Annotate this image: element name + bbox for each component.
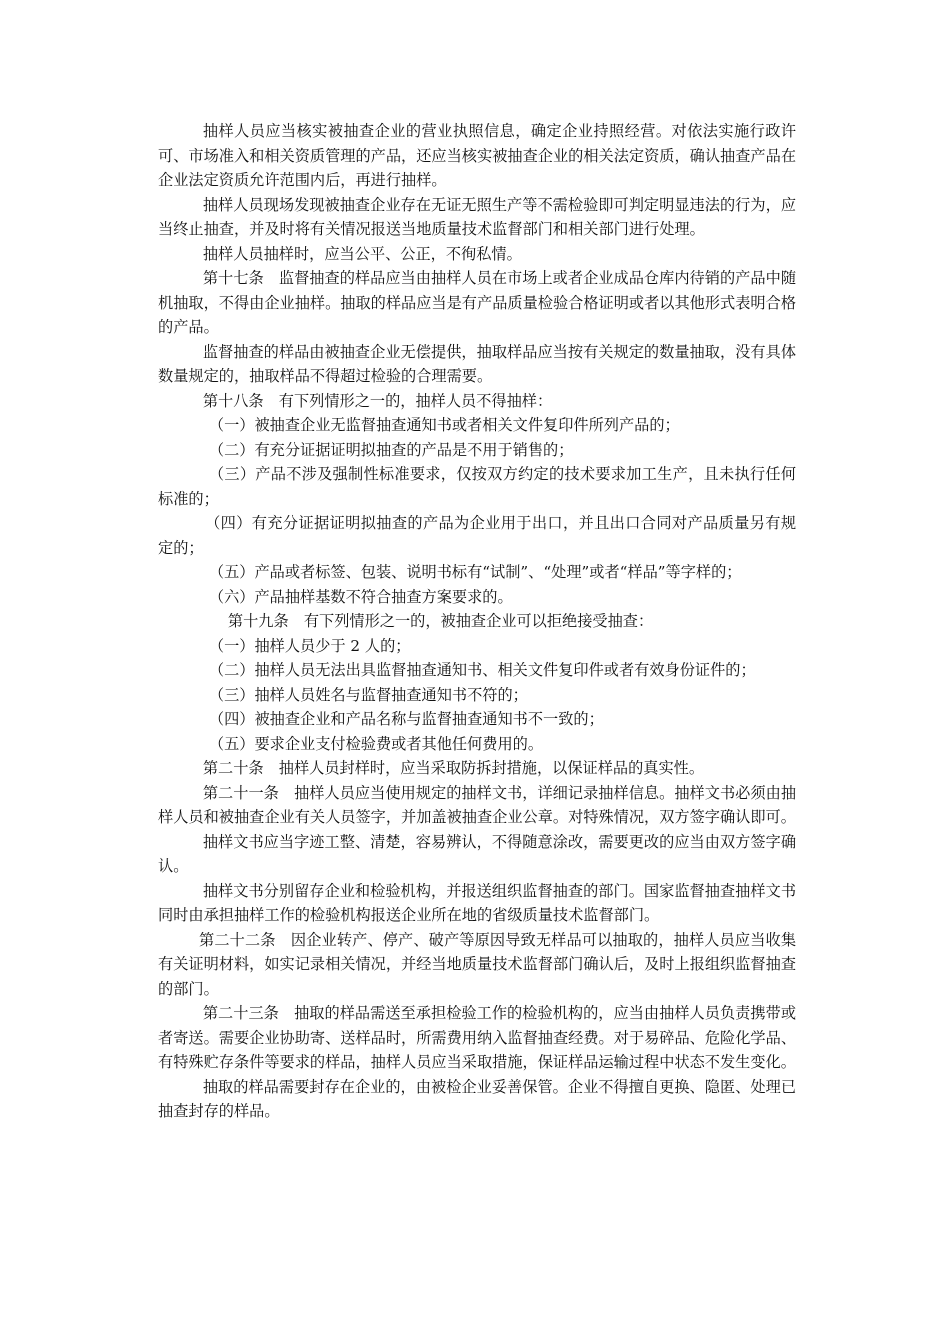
article-19-item-1: （一）抽样人员少于 2 人的； [208,636,411,655]
article-19-item-3: （三）抽样人员姓名与监督抽查通知书不符的； [208,685,528,704]
paragraph-verify-license: 抽样人员应当核实被抽查企业的营业执照信息，确定企业持照经营。对依法实施行政许可、市场准入和相关资质管理的产品，还应当核实被抽查企业的相关法定资质，确认抽查产品在企业法定资质允许范围内后，再进行抽样。 [158,122,796,189]
article-19-item-2: （二）抽样人员无法出具监督抽查通知书、相关文件复印件或者有效身份证件的； [208,661,756,679]
paragraph-sample-free: 监督抽查的样品由被抽查企业无偿提供，抽取样品应当按有关规定的数量抽取，没有具体数量规定的，抽取样品不得超过检验的合理需要。 [158,342,796,385]
paragraph-document-neat: 抽样文书应当字迹工整、清楚，容易辨认，不得随意涂改，需要更改的应当由双方签字确认。 [158,832,796,875]
article-17: 第十七条 监督抽查的样品应当由抽样人员在市场上或者企业成品仓库内待销的产品中随机抽取，不得由企业抽样。抽取的样品应当是有产品质量检验合格证明或者以其他形式表明合格的产品。 [158,269,796,336]
article-18-item-6: （六）产品抽样基数不符合抽查方案要求的。 [208,587,513,606]
article-19-item-4: （四）被抽查企业和产品名称与监督抽查通知书不一致的； [208,710,604,728]
article-18-item-5: （五）产品或者标签、包装、说明书标有“试制”、“处理”或者“样品”等字样的； [208,563,742,581]
article-18-item-1: （一）被抽查企业无监督抽查通知书或者相关文件复印件所列产品的； [208,416,680,434]
paragraph-terminate-inspection: 抽样人员现场发现被抽查企业存在无证无照生产等不需检验即可判定明显违法的行为，应当终止抽查，并及时将有关情况报送当地质量技术监督部门和相关部门进行处理。 [158,195,796,238]
article-21: 第二十一条 抽样人员应当使用规定的抽样文书，详细记录抽样信息。抽样文书必须由抽样人员和被抽查企业有关人员签字，并加盖被抽查企业公章。对特殊情况，双方签字确认即可。 [158,783,796,826]
paragraph-document-retention: 抽样文书分别留存企业和检验机构，并报送组织监督抽查的部门。国家监督抽查抽样文书同时由承担抽样工作的检验机构报送企业所在地的省级质量技术监督部门。 [158,881,796,924]
article-19-item-5: （五）要求企业支付检验费或者其他任何费用的。 [208,734,544,753]
article-19: 第十九条 有下列情形之一的，被抽查企业可以拒绝接受抽查： [227,612,654,630]
paragraph-fairness: 抽样人员抽样时，应当公平、公正，不徇私情。 [202,244,522,263]
document-body [158,119,796,1124]
article-22: 第二十二条 因企业转产、停产、破产等原因导致无样品可以抽取的，抽样人员应当收集有关证明材料，如实记录相关情况，并经当地质量技术监督部门确认后，及时上报组织监督抽查的部门。 [158,930,796,998]
article-18-item-2: （二）有充分证据证明拟抽查的产品是不用于销售的； [208,440,574,459]
article-20: 第二十条 抽样人员封样时，应当采取防拆封措施，以保证样品的真实性。 [202,759,705,777]
paragraph-sample-sealed: 抽取的样品需要封存在企业的，由被检企业妥善保管。企业不得擅自更换、隐匿、处理已抽查封存的样品。 [158,1077,796,1120]
article-23: 第二十三条 抽取的样品需送至承担检验工作的检验机构的，应当由抽样人员负责携带或者寄送。需要企业协助寄、送样品时，所需费用纳入监督抽查经费。对于易碎品、危险化学品、有特殊贮存条件等要求的样品，抽样人员应当采取措施，保证样品运输过程中状态不发生变化。 [158,1004,796,1071]
article-18: 第十八条 有下列情形之一的，抽样人员不得抽样： [202,391,553,410]
article-18-item-4: （四）有充分证据证明拟抽查的产品为企业用于出口，并且出口合同对产品质量另有规定的； [158,514,796,557]
article-18-item-3: （三）产品不涉及强制性标准要求，仅按双方约定的技术要求加工生产，且未执行任何标准的； [158,465,796,508]
